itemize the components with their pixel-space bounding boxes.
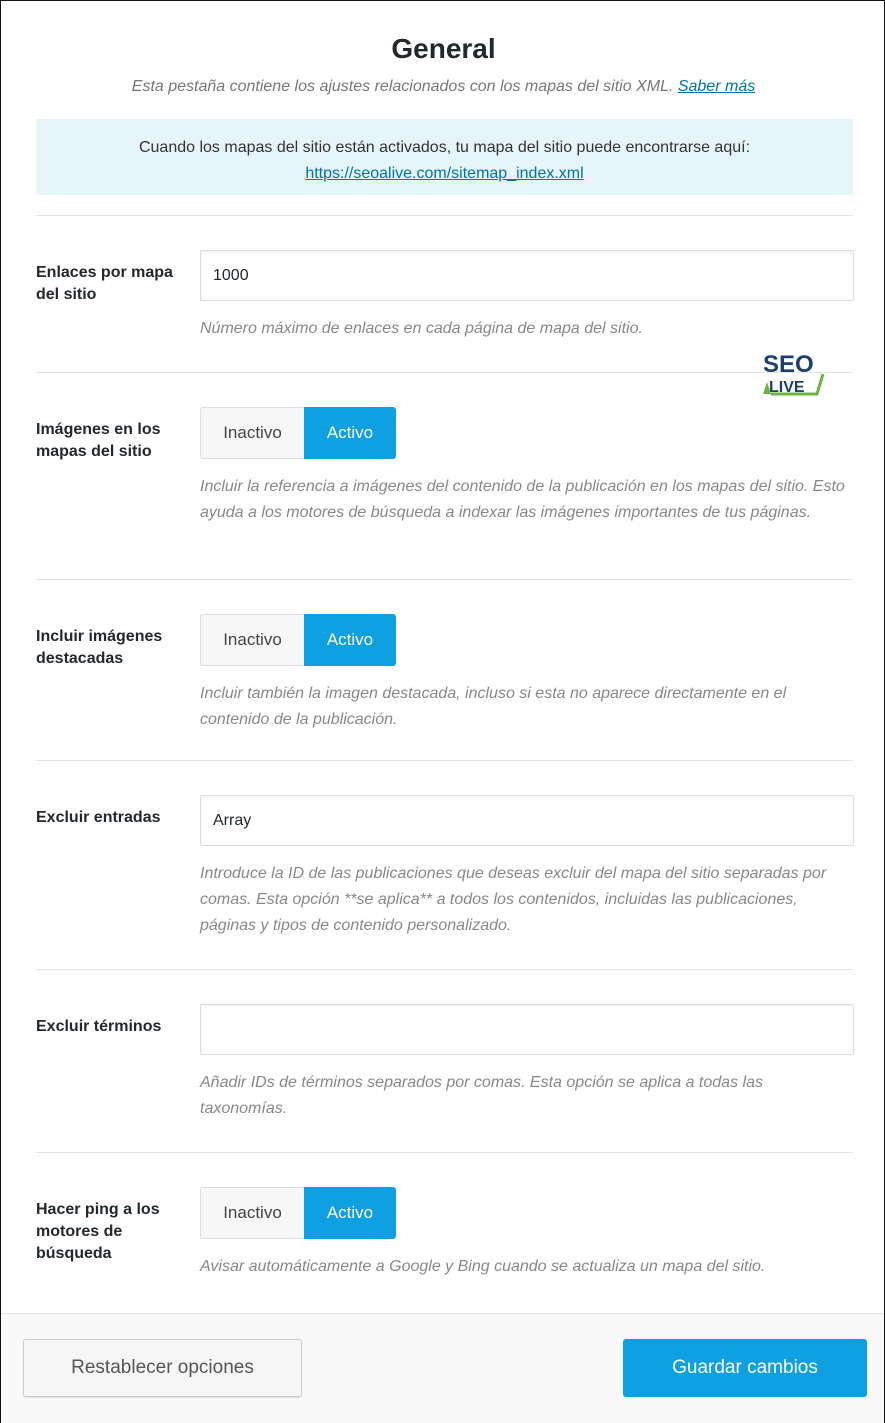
toggle-on-option[interactable]: Activo <box>304 1187 396 1239</box>
sitemap-url-link[interactable]: https://seoalive.com/sitemap_index.xml <box>305 165 584 182</box>
setting-description: Avisar automáticamente a Google y Bing cuando se actualiza un mapa del sitio. <box>200 1258 766 1275</box>
setting-exclude-posts <box>36 760 853 969</box>
ping-toggle <box>200 1187 853 1239</box>
setting-label: Hacer ping a los motores de búsqueda <box>36 1201 160 1262</box>
info-text: Cuando los mapas del sitio están activados, tu mapa del sitio puede encontrarse aquí: <box>138 139 751 156</box>
images-toggle <box>200 407 853 459</box>
setting-label: Imágenes en los mapas del sitio <box>36 421 161 460</box>
setting-description: Añadir IDs de términos separados por comas. Esta opción se aplica a todas las taxonomías. <box>200 1074 763 1117</box>
svg-text:LIVE: LIVE <box>769 379 805 396</box>
toggle-off-option[interactable]: Inactivo <box>200 614 304 666</box>
toggle-on-option[interactable]: Activo <box>304 407 396 459</box>
setting-description: Incluir también la imagen destacada, incluso si esta no aparece directamente en el contenido de la publicación. <box>200 685 787 728</box>
toggle-off-option[interactable]: Inactivo <box>200 1187 304 1239</box>
featured-images-toggle <box>200 614 853 666</box>
save-changes-button[interactable]: Guardar cambios <box>623 1339 867 1397</box>
footer-bar <box>1 1313 884 1423</box>
setting-ping <box>36 1152 853 1313</box>
learn-more-link[interactable]: Saber más <box>677 78 756 95</box>
setting-description: Introduce la ID de las publicaciones que deseas excluir del mapa del sitio separadas por comas. Esta opción **se aplica** a todos los contenidos, incluidas las publicaciones, páginas y tipos de contenido personalizado. <box>200 865 827 934</box>
setting-images <box>36 372 853 579</box>
setting-featured-images <box>36 579 853 760</box>
setting-label: Excluir entradas <box>36 809 161 826</box>
setting-exclude-terms <box>36 969 853 1152</box>
toggle-on-option[interactable]: Activo <box>304 614 396 666</box>
setting-links-per-sitemap <box>36 215 853 372</box>
sitemap-info-box <box>36 119 853 195</box>
setting-label: Incluir imágenes destacadas <box>36 628 163 667</box>
setting-label: Enlaces por mapa del sitio <box>36 264 173 303</box>
exclude-terms-input[interactable] <box>200 1004 854 1055</box>
reset-options-button[interactable]: Restablecer opciones <box>23 1339 302 1397</box>
exclude-posts-input[interactable] <box>200 795 854 846</box>
links-per-sitemap-input[interactable] <box>200 250 854 301</box>
subtitle-text: Esta pestaña contiene los ajustes relacionados con los mapas del sitio XML. <box>131 78 674 95</box>
page-subtitle <box>1 78 885 96</box>
toggle-off-option[interactable]: Inactivo <box>200 407 304 459</box>
setting-description: Incluir la referencia a imágenes del contenido de la publicación en los mapas del sitio. Esto ayuda a los motores de búsqueda a indexar las imágenes importantes de tus páginas. <box>200 478 845 521</box>
svg-text:SEO: SEO <box>763 351 814 378</box>
setting-description: Número máximo de enlaces en cada página de mapa del sitio. <box>200 320 643 337</box>
page-title: General <box>391 33 496 64</box>
setting-label: Excluir términos <box>36 1018 162 1035</box>
